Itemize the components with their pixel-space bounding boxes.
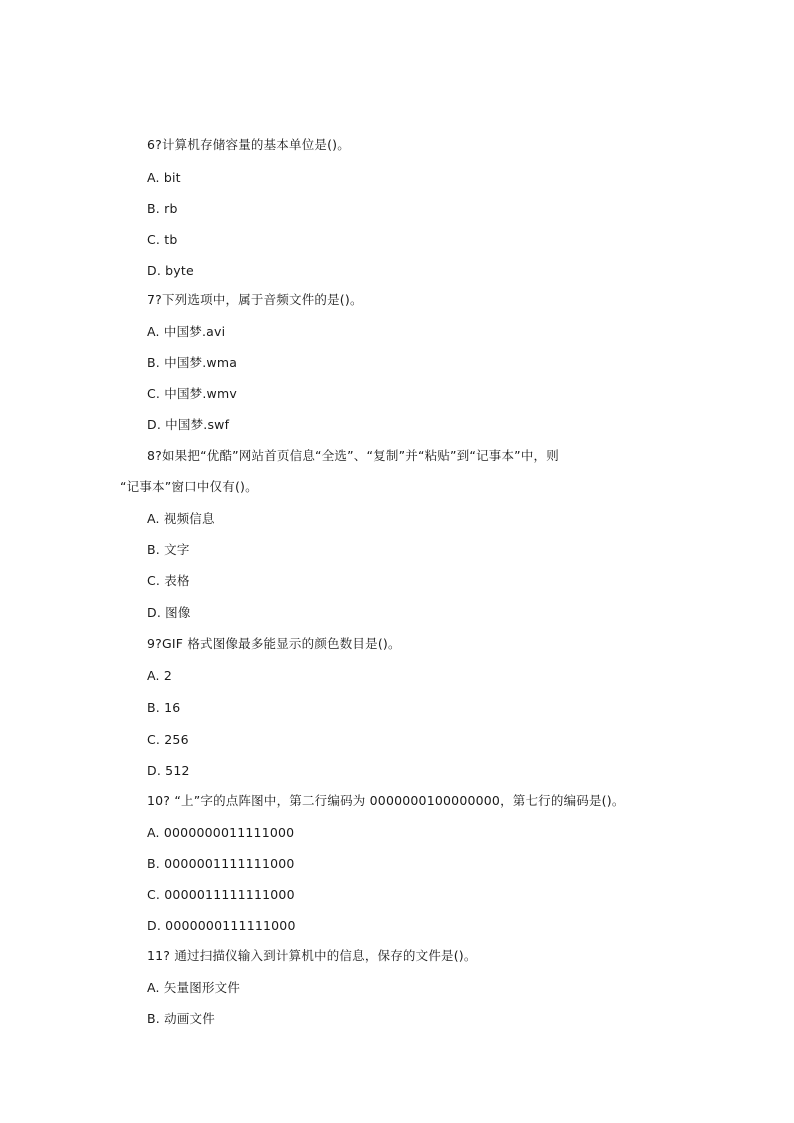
question-7-option-c: C. 中国梦.wmv [147, 386, 237, 401]
question-10-option-c: C. 0000011111111000 [147, 887, 295, 902]
question-6-option-b: B. rb [147, 201, 178, 216]
question-7-option-d: D. 中国梦.swf [147, 417, 230, 432]
question-9-option-c: C. 256 [147, 732, 189, 747]
question-7-option-b: B. 中国梦.wma [147, 355, 238, 370]
question-9-option-d: D. 512 [147, 763, 190, 778]
question-10-stem: 10? “上”字的点阵图中，第二行编码为 0000000100000000，第七行的编码是()。 [147, 793, 625, 808]
question-9-stem: 9?GIF 格式图像最多能显示的颜色数目是()。 [147, 636, 401, 651]
question-10-option-b: B. 0000001111111000 [147, 856, 295, 871]
question-7-option-a: A. 中国梦.avi [147, 324, 226, 339]
question-8-option-a: A. 视频信息 [147, 511, 215, 526]
question-6-option-a: A. bit [147, 170, 181, 185]
question-9-option-a: A. 2 [147, 668, 173, 683]
question-11-option-b: B. 动画文件 [147, 1011, 215, 1026]
question-8-option-d: D. 图像 [147, 605, 191, 620]
question-11-stem: 11? 通过扫描仪输入到计算机中的信息，保存的文件是()。 [147, 948, 477, 963]
question-6-option-c: C. tb [147, 232, 178, 247]
question-8-option-c: C. 表格 [147, 573, 190, 588]
question-8-stem: 8?如果把“优酷”网站首页信息“全选”、“复制”并“粘贴”到“记事本”中，则 [147, 448, 559, 463]
question-10-option-d: D. 0000000111111000 [147, 918, 296, 933]
question-6-option-d: D. byte [147, 263, 194, 278]
question-10-option-a: A. 0000000011111000 [147, 825, 295, 840]
question-8-stem-continuation: “记事本”窗口中仅有()。 [120, 479, 258, 494]
question-6-stem: 6?计算机存储容量的基本单位是()。 [147, 137, 350, 152]
question-11-option-a: A. 矢量图形文件 [147, 980, 241, 995]
question-7-stem: 7?下列选项中，属于音频文件的是()。 [147, 292, 363, 307]
question-8-option-b: B. 文字 [147, 542, 190, 557]
question-9-option-b: B. 16 [147, 700, 181, 715]
